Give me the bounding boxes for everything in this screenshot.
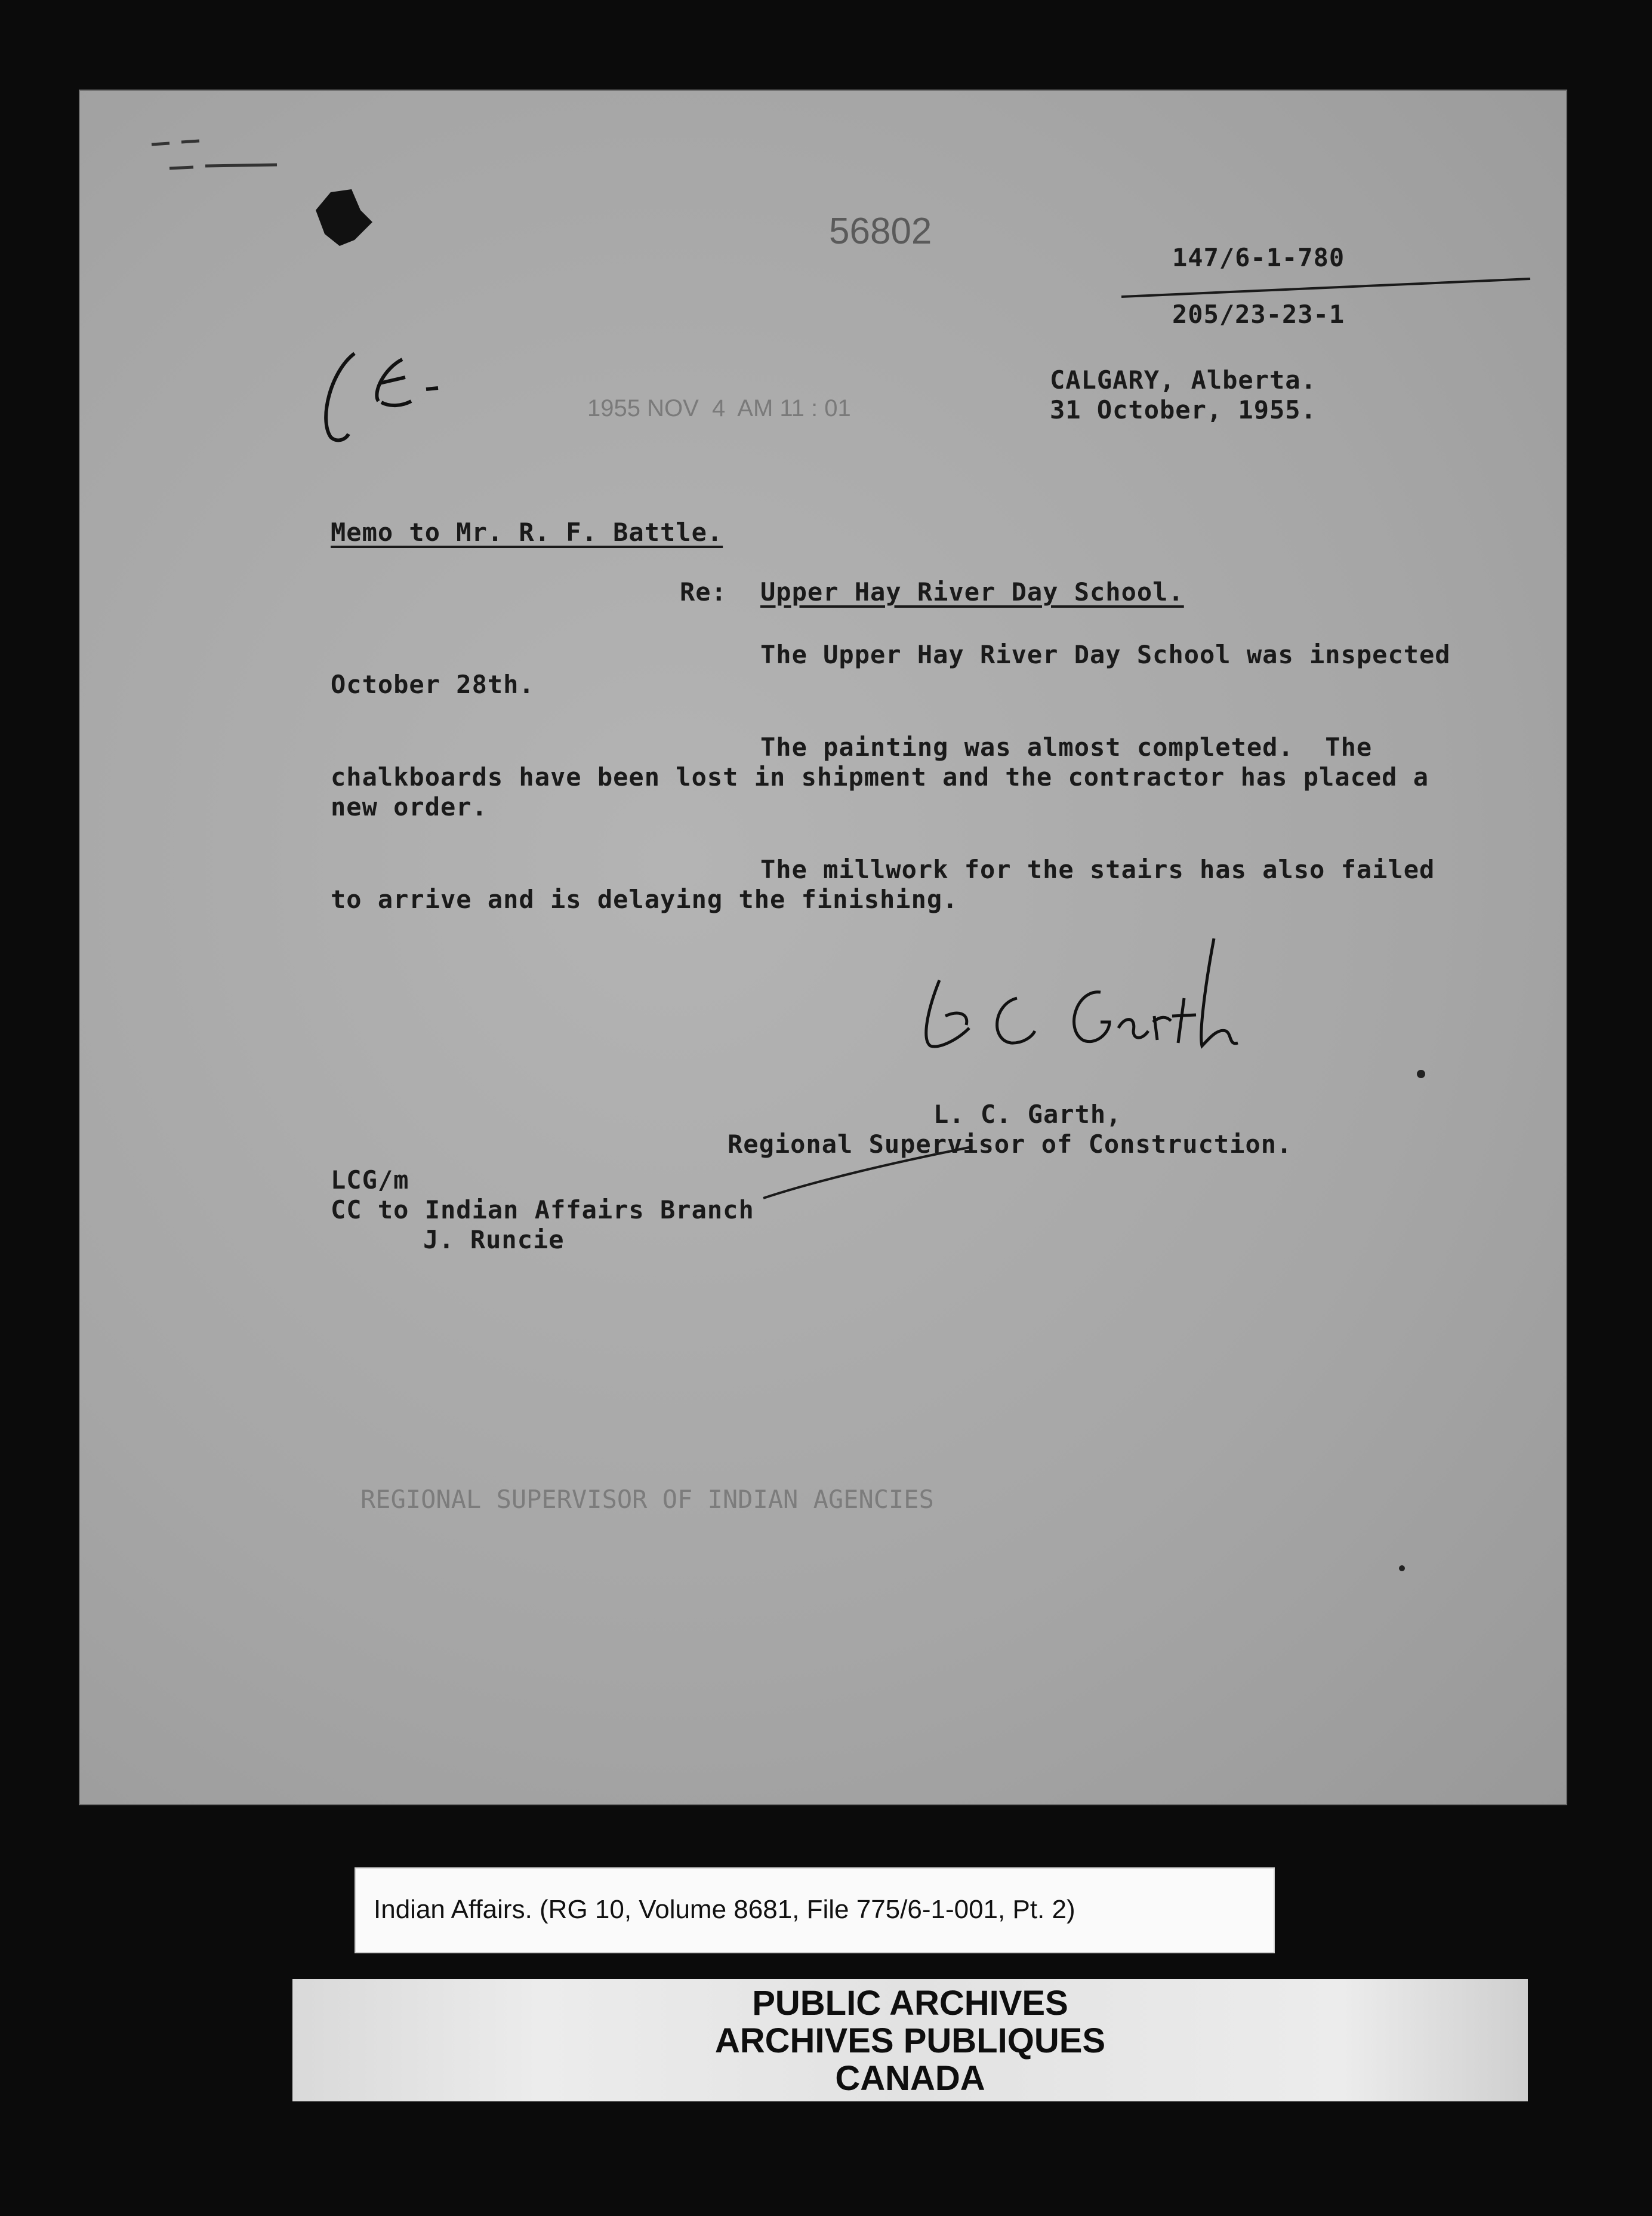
archive-caption-label [355, 1867, 1275, 1953]
pencil-check-mark [760, 1141, 975, 1207]
paper-speck-2 [1399, 1565, 1405, 1571]
paragraph-3-line-2: to arrive and is delaying the finishing. [331, 885, 958, 914]
paragraph-2-line-3: new order. [331, 792, 488, 821]
cc-line: CC to Indian Affairs Branch [331, 1195, 754, 1224]
archives-label-strip [292, 1979, 1528, 2101]
file-number-divider [1118, 276, 1536, 300]
document-page [79, 90, 1567, 1805]
ink-blot-mark [307, 186, 378, 252]
signature [904, 927, 1274, 1082]
pencil-scribble-mark [146, 127, 301, 174]
cc-line-2: J. Runcie [423, 1225, 565, 1254]
letter-date: 31 October, 1955. [1050, 395, 1317, 424]
faint-office-stamp: REGIONAL SUPERVISOR OF INDIAN AGENCIES [360, 1485, 934, 1514]
document-number-stamp: 56802 [829, 211, 932, 252]
handwritten-initials [313, 336, 468, 449]
archives-line-3: CANADA [835, 2059, 985, 2098]
place: CALGARY, Alberta. [1050, 365, 1317, 395]
paragraph-2-line-1: The painting was almost completed. The [760, 732, 1373, 762]
signer-title: Regional Supervisor of Construction. [728, 1129, 1293, 1159]
archive-caption-text: Indian Affairs. (RG 10, Volume 8681, File 775/6-1-001, Pt. 2) [374, 1895, 1075, 1924]
re-subject: Upper Hay River Day School. [760, 577, 1184, 607]
signer-name: L. C. Garth, [933, 1100, 1122, 1129]
file-number-1: 147/6-1-780 [1172, 243, 1345, 272]
paragraph-1-line-2: October 28th. [331, 670, 535, 699]
received-date-stamp: 1955 NOV 4 AM 11 : 01 [587, 395, 851, 421]
paragraph-1-line-1: The Upper Hay River Day School was inspected [760, 640, 1451, 669]
paragraph-3-line-1: The millwork for the stairs has also failed [760, 855, 1435, 884]
re-label: Re: [680, 577, 727, 607]
reference-initials: LCG/m [331, 1165, 409, 1195]
file-number-2: 205/23-23-1 [1172, 300, 1345, 329]
memo-recipient: Memo to Mr. R. F. Battle. [331, 518, 723, 547]
paper-speck [1417, 1070, 1425, 1078]
archives-line-2: ARCHIVES PUBLIQUES [714, 2021, 1106, 2060]
paragraph-2-line-2: chalkboards have been lost in shipment and the contractor has placed a [331, 762, 1429, 792]
archives-line-1: PUBLIC ARCHIVES [752, 1984, 1068, 2023]
